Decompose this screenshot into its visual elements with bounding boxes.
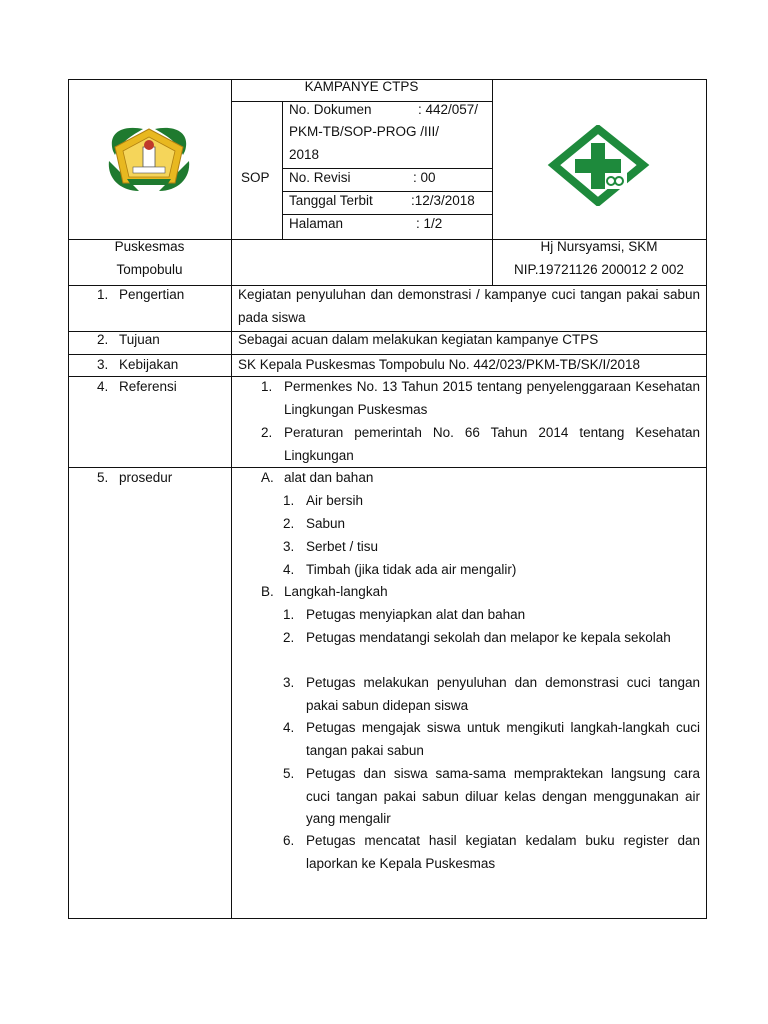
- document-title: KAMPANYE CTPS: [304, 79, 419, 94]
- sop-column-divider: [282, 101, 283, 240]
- org-name-line1: Puskesmas: [114, 239, 185, 254]
- table-border-right: [706, 79, 707, 919]
- material-item: Timbah (jika tidak ada air mengalir): [306, 562, 517, 577]
- step-item: Petugas melakukan penyuluhan dan demonstrasi cuci tangan pakai sabun didepan siswa: [306, 675, 700, 713]
- list-item-number: 1.: [261, 379, 273, 394]
- list-item-number: 6.: [283, 833, 295, 848]
- step-item: Petugas menyiapkan alat dan bahan: [306, 607, 526, 622]
- section-label-referensi: Referensi: [119, 379, 177, 394]
- material-item: Serbet / tisu: [306, 539, 379, 554]
- section-label-kebijakan: Kebijakan: [119, 357, 179, 372]
- list-item-number: 2.: [283, 516, 295, 531]
- step-item: Petugas mendatangi sekolah dan melapor ke kepala sekolah: [306, 630, 671, 645]
- signatory-nip: NIP.19721126 200012 2 002: [514, 262, 684, 277]
- section-number: 4.: [97, 379, 109, 394]
- puskesmas-logo-icon: [547, 125, 650, 206]
- org-name-line2: Tompobulu: [116, 262, 183, 277]
- material-item: Sabun: [306, 516, 346, 531]
- list-item-number: 3.: [283, 539, 295, 554]
- group-title-alat-bahan: alat dan bahan: [284, 470, 374, 485]
- list-item-number: 2.: [261, 425, 273, 440]
- section-number: 1.: [97, 287, 109, 302]
- list-item-number: 4.: [283, 562, 295, 577]
- revision-label: No. Revisi: [289, 170, 351, 185]
- signatory-name: Hj Nursyamsi, SKM: [540, 239, 658, 254]
- section-label-tujuan: Tujuan: [119, 332, 160, 347]
- issue-date-value: :12/3/2018: [411, 193, 475, 208]
- sop-label: SOP: [241, 170, 270, 185]
- step-item: Petugas mengajak siswa untuk mengikuti langkah-langkah cuci tangan pakai sabun: [306, 720, 700, 758]
- doc-no-continued: PKM-TB/SOP-PROG /III/: [289, 124, 440, 139]
- pengertian-text: Kegiatan penyuluhan dan demonstrasi / kampanye cuci tangan pakai sabun pada siswa: [238, 287, 700, 325]
- doc-no-year: 2018: [289, 147, 320, 162]
- label-column-divider: [231, 79, 232, 919]
- step-item: Petugas mencatat hasil kegiatan kedalam buku register dan laporkan ke Kepala Puskesmas: [306, 833, 700, 871]
- list-item-number: 5.: [283, 766, 295, 781]
- page-label: Halaman: [289, 216, 344, 231]
- revision-value: : 00: [413, 170, 436, 185]
- table-border-left: [68, 79, 69, 919]
- regency-emblem-icon: [103, 121, 195, 195]
- list-item-number: 2.: [283, 630, 295, 645]
- section-number: 5.: [97, 470, 109, 485]
- doc-no-value: : 442/057/: [418, 102, 479, 117]
- tujuan-row-bottom: [68, 354, 707, 355]
- step-item: Petugas dan siswa sama-sama mempraktekan langsung cara cuci tangan pakai sabun diluar kelas dengan menggunakan air yang mengalir: [306, 766, 700, 827]
- list-item-number: 1.: [283, 607, 295, 622]
- section-number: 2.: [97, 332, 109, 347]
- list-item-number: 1.: [283, 493, 295, 508]
- issue-date-label: Tanggal Terbit: [289, 193, 373, 208]
- table-border-bottom: [68, 918, 707, 919]
- group-letter: A.: [261, 470, 274, 485]
- list-item-number: 3.: [283, 675, 295, 690]
- section-number: 3.: [97, 357, 109, 372]
- doc-no-label: No. Dokumen: [289, 102, 372, 117]
- referensi-item: Permenkes No. 13 Tahun 2015 tentang penyelenggaraan Kesehatan Lingkungan Puskesmas: [284, 379, 700, 417]
- material-item: Air bersih: [306, 493, 364, 508]
- tujuan-text: Sebagai acuan dalam melakukan kegiatan kampanye CTPS: [238, 332, 599, 347]
- group-letter: B.: [261, 584, 274, 599]
- referensi-item: Peraturan pemerintah No. 66 Tahun 2014 tentang Kesehatan Lingkungan: [284, 425, 700, 463]
- section-label-prosedur: prosedur: [119, 470, 173, 485]
- list-item-number: 4.: [283, 720, 295, 735]
- page-value: : 1/2: [416, 216, 443, 231]
- section-label-pengertian: Pengertian: [119, 287, 185, 302]
- group-title-langkah: Langkah-langkah: [284, 584, 388, 599]
- kebijakan-text: SK Kepala Puskesmas Tompobulu No. 442/023/PKM-TB/SK/I/2018: [238, 357, 640, 372]
